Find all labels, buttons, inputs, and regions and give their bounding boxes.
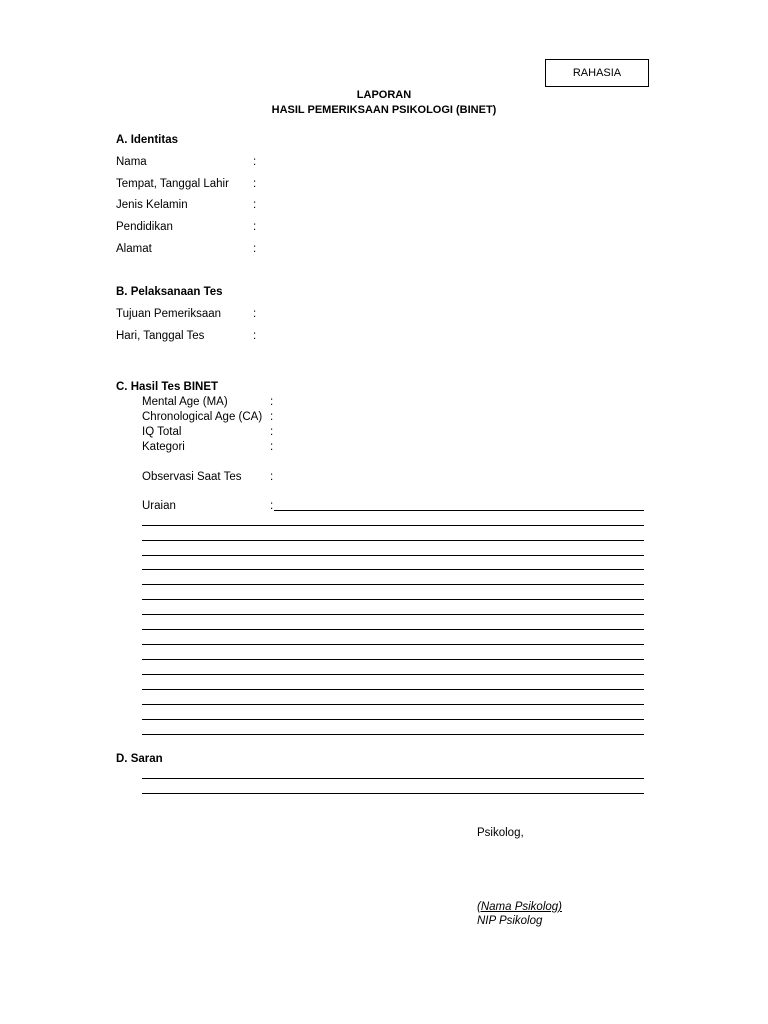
confidential-badge: RAHASIA	[545, 59, 649, 87]
section-c-heading: C. Hasil Tes BINET	[116, 381, 219, 393]
writing-line	[142, 644, 644, 645]
field-label-iq-total: IQ Total	[142, 426, 182, 438]
signature-name: (Nama Psikolog)	[477, 901, 562, 913]
field-colon: :	[270, 426, 274, 438]
field-colon: :	[253, 330, 257, 342]
writing-line	[142, 659, 644, 660]
section-b-heading: B. Pelaksanaan Tes	[116, 286, 223, 298]
signature-nip: NIP Psikolog	[477, 915, 543, 927]
field-label-tempat-tanggal-lahir: Tempat, Tanggal Lahir	[116, 178, 229, 190]
section-d-heading: D. Saran	[116, 753, 163, 765]
writing-line	[142, 629, 644, 630]
field-colon: :	[270, 441, 274, 453]
writing-line	[142, 719, 644, 720]
field-colon: :	[270, 411, 274, 423]
writing-line	[142, 555, 644, 556]
field-colon: :	[253, 308, 257, 320]
field-label-kategori: Kategori	[142, 441, 185, 453]
report-title: LAPORAN	[356, 89, 412, 101]
field-label-chronological-age: Chronological Age (CA)	[142, 411, 263, 423]
writing-line	[142, 674, 644, 675]
saran-writing-line	[142, 793, 644, 794]
field-label-mental-age: Mental Age (MA)	[142, 396, 228, 408]
writing-line	[142, 540, 644, 541]
uraian-writing-line	[274, 510, 644, 511]
saran-writing-line	[142, 778, 644, 779]
field-label-nama: Nama	[116, 156, 147, 168]
field-label-tujuan-pemeriksaan: Tujuan Pemeriksaan	[116, 308, 222, 320]
writing-line	[142, 584, 644, 585]
field-colon: :	[253, 178, 257, 190]
report-subtitle: HASIL PEMERIKSAAN PSIKOLOGI (BINET)	[271, 104, 497, 116]
writing-line	[142, 734, 644, 735]
field-label-observasi: Observasi Saat Tes	[142, 471, 242, 483]
field-label-jenis-kelamin: Jenis Kelamin	[116, 199, 188, 211]
field-colon: :	[253, 221, 257, 233]
field-colon: :	[253, 156, 257, 168]
writing-line	[142, 704, 644, 705]
writing-line	[142, 614, 644, 615]
field-colon: :	[253, 199, 257, 211]
field-colon: :	[270, 471, 274, 483]
field-label-pendidikan: Pendidikan	[116, 221, 173, 233]
section-a-heading: A. Identitas	[116, 134, 178, 146]
field-label-uraian: Uraian	[142, 500, 176, 512]
field-colon: :	[253, 243, 257, 255]
signature-role: Psikolog,	[477, 827, 524, 839]
field-colon: :	[270, 396, 274, 408]
writing-line	[142, 525, 644, 526]
field-label-alamat: Alamat	[116, 243, 152, 255]
writing-line	[142, 689, 644, 690]
field-colon: :	[270, 500, 274, 512]
writing-line	[142, 569, 644, 570]
field-label-hari-tanggal-tes: Hari, Tanggal Tes	[116, 330, 205, 342]
writing-line	[142, 599, 644, 600]
